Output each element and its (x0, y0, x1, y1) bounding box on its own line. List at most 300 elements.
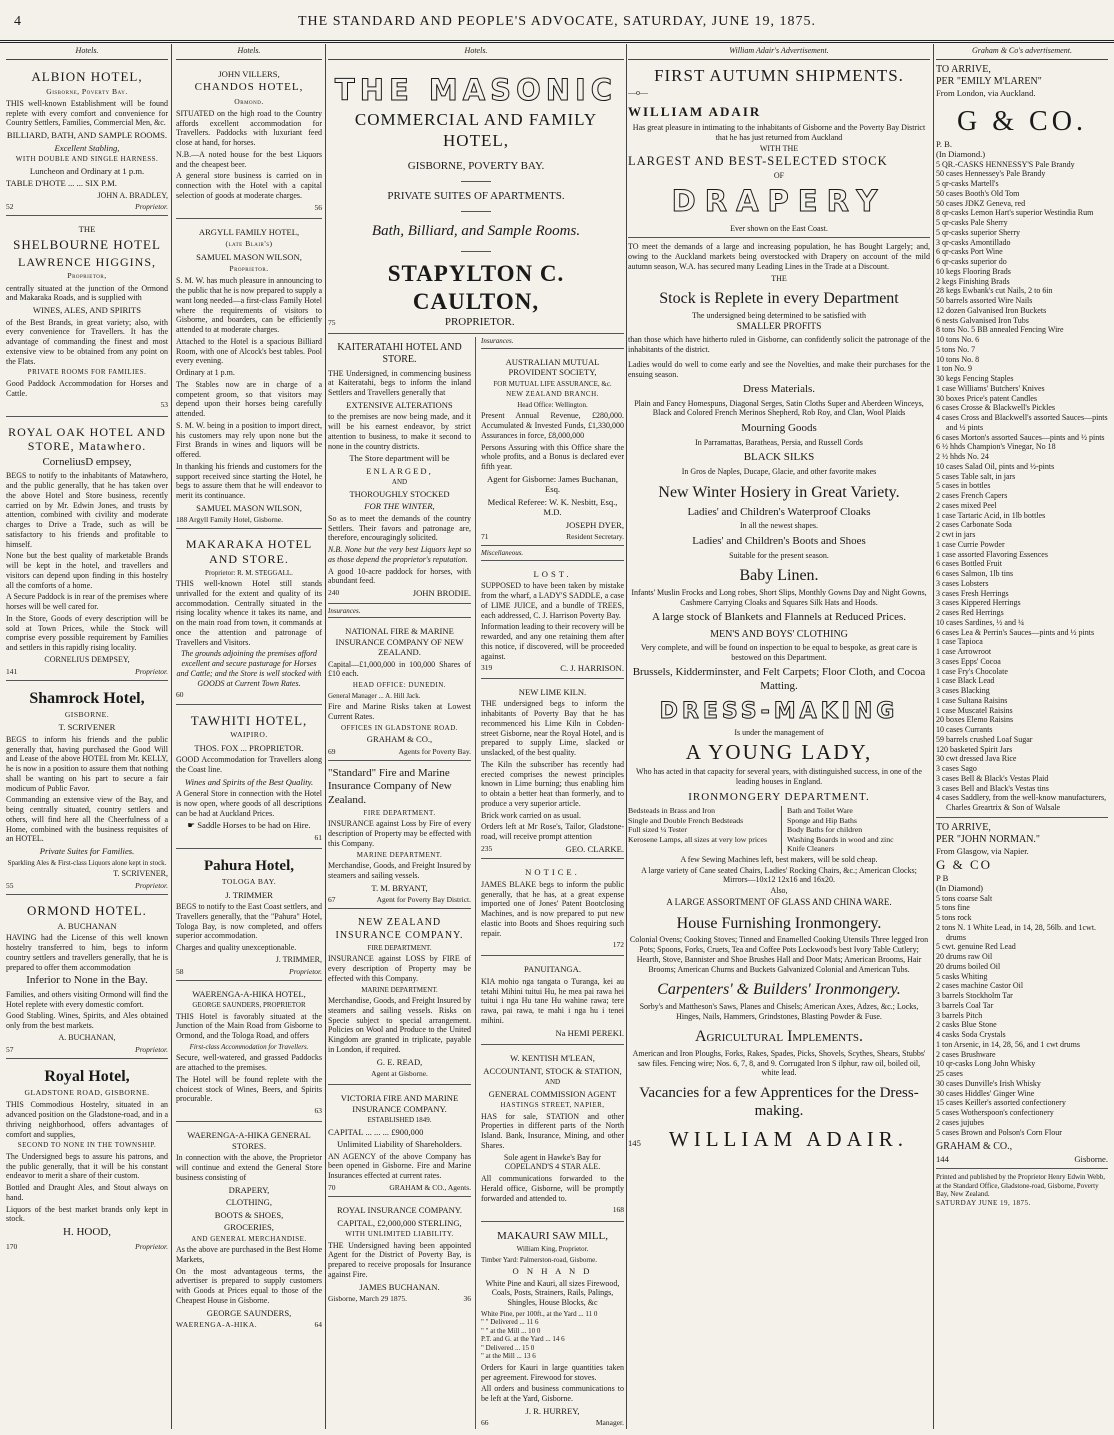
ad-owner: A. BUCHANAN (57, 920, 117, 931)
ad-line: OF (773, 170, 785, 180)
ad-line: WITH THE (759, 143, 799, 153)
ad-number: 69 (328, 746, 336, 756)
ad-albion-hotel (6, 64, 168, 217)
price-row: " " Delivered ... 11 6 (481, 1318, 539, 1327)
ad-waerenga-stores (176, 1125, 322, 1333)
ad-body: Capital—£1,000,000 in 100,000 Shares of £10 each. (328, 659, 471, 679)
ad-line: CAPITAL, £2,000,000 STERLING, (337, 1217, 462, 1228)
ad-title: ORMOND HOTEL. (27, 903, 147, 919)
ad-line: ACCOUNTANT, STOCK & STATION, (483, 1065, 622, 1076)
ad-number: 60 (176, 690, 184, 700)
ad-role: Proprietor, (67, 271, 107, 281)
ad-title: WAERENGA-A-HIKA HOTEL, (192, 988, 306, 999)
ad-body: SUPPOSED to have been taken by mistake from the wharf, a LADY'S SADDLE, a case of LIME JUICE, and a bundle of TREES, each addressed, C. J. Harrison Poverty Bay. (481, 581, 624, 620)
ad-footer (328, 895, 471, 904)
price-row: " at the Mill ... 13 6 (481, 1352, 536, 1361)
ad-line: Inferior to None in the Bay. (26, 974, 148, 987)
ad-number: 61 (314, 832, 322, 842)
ad-waerenga-hotel (176, 984, 322, 1123)
ad-title: AUSTRALIAN MUTUAL PROVIDENT SOCIETY, (505, 356, 600, 378)
ad-body: Merchandise, Goods, and Freight Insured by steamers and sailing vessels. Risks on Specie subject to special arrangement. Policies on Wool and Produce to the United Kingdom are granted in triplicate, payable in London, if required. (328, 996, 471, 1054)
ad-number: 64 (314, 1320, 322, 1330)
goods-list-item: 6 cases Crosse & Blackwell's Pickles (936, 403, 1055, 413)
ad-body: Ordinary at 1 p.m. (176, 368, 235, 377)
ad-intro: Has great pleasure in intimating to the inhabitants of Gisborne and the Poverty Bay District that he has just returned from Auckland (632, 123, 926, 142)
list-item: Single and Double French Bedsteads (628, 815, 744, 825)
goods-list-item: 1 ton Arsenic, in 14, 28, 56, and 1 cwt drums (936, 1039, 1080, 1049)
goods-list-item: 3 barrels Stockholm Tar (936, 991, 1013, 1001)
ad-owner: William King, Proprietor. (516, 1244, 589, 1253)
ad-body: The Hotel will be found replete with the choicest stock of Wines, Beers, and Spirits procurable. (176, 1074, 322, 1104)
ad-role: PROPRIETOR. (444, 315, 515, 328)
ad-line: AND (544, 1078, 561, 1087)
goods-list-item: 5 tons No. 7 (936, 344, 976, 354)
ad-line: Excellent Stabling, (54, 142, 120, 153)
ad-line: MARINE DEPARTMENT. (356, 850, 443, 859)
ad-line: FOR MUTUAL LIFE ASSURANCE, &c. (493, 379, 612, 388)
ad-body: The Stables now are in charge of a competent groom, so that visitors may depend upon their horses being carefully attended. (176, 379, 322, 418)
list-item: Washing Boards in wood and zinc (787, 834, 894, 844)
goods-list-item: 2 kegs Finishing Brads (936, 276, 1010, 286)
section-title: Carpenters' & Builders' Ironmongery. (657, 981, 901, 999)
ad-number: 36 (463, 1294, 471, 1304)
ad-signature: JOHN BRODIE. (412, 588, 471, 599)
ad-number: 57 (6, 1044, 14, 1054)
ad-line: FIRE DEPARTMENT. (363, 808, 436, 817)
section-text: Very complete, and will be found on inspection to be equal to bespoke, as great care is bestowed on this Department. (640, 642, 918, 662)
goods-list-item: 6 ½ hhds Champion's Vinegar, No 18 (936, 442, 1056, 452)
ad-owner: STAPYLTON C. CAULTON, (387, 260, 565, 314)
ad-title: KAITERATAHI HOTEL AND STORE. (337, 342, 462, 366)
ad-number: 319 (481, 663, 493, 673)
ad-body: Bottled and Draught Ales, and Stout always on hand. (6, 1183, 168, 1202)
ad-body: THE Undersigned, in commencing business at Kaiteratahi, begs to inform the inland Settlers and Travellers generally that (328, 368, 471, 398)
goods-list-item: 5 qr-casks Martell's (936, 179, 999, 189)
ad-line: Bath, Billiard, and Sample Rooms. (371, 223, 581, 240)
ad-signature: C. J. HARRISON. (560, 663, 624, 674)
goods-list-item: 3 cases Sago (936, 764, 977, 774)
goods-list-item: 1 case Fry's Chocolate (936, 666, 1008, 676)
ad-line: Agent for Gisborne: James Buchanan, Esq. (486, 473, 619, 495)
ad-body: S. M. W. has much pleasure in announcing to the public that he is now prepared to supply a want long needed—a first-class Family Hotel where the requirements of visitors to Gisborne, and boarders, can be efficiently attended to at moderate charges. (176, 276, 322, 334)
ad-number: 172 (612, 940, 624, 950)
ad-title: ROYAL INSURANCE COMPANY. (336, 1205, 463, 1216)
ad-owner: LAWRENCE HIGGINS, (17, 254, 157, 269)
ad-footer (481, 844, 624, 854)
ad-body: TO meet the demands of a large and increasing population, he has Bought Largely; and, owing to the Auckland markets being overstocked with Drapery on account of the mild autumn season, W.A. has secured many Leading Lines in the Trade at a Discount. (628, 242, 930, 271)
ad-body: THIS Hotel is favorably situated at the Junction of the Main Road from Gisborne to Ormond, and the Tologa Road, and offers (176, 1011, 322, 1041)
ad-footer (328, 588, 471, 598)
ad-body: Fire and Marine Risks taken at Lowest Current Rates. (328, 702, 471, 721)
ad-title: NOTICE. (525, 867, 580, 878)
ad-date: Gisborne, March 29 1875. (328, 1294, 407, 1304)
divider (628, 237, 930, 238)
price-row: " Delivered ... 15 0 (481, 1343, 535, 1352)
ad-role: Proprietor. (289, 966, 322, 976)
imprint-date: SATURDAY JUNE 19, 1875. (936, 1198, 1031, 1207)
goods-list-item: 25 cases (936, 1069, 963, 1079)
ad-signature: SAMUEL MASON WILSON, (196, 502, 302, 513)
ad-amp-society (481, 352, 624, 547)
goods-list-item: 3 cases Lobsters (936, 578, 989, 588)
section-heading: Miscellaneous. (481, 549, 624, 561)
ad-role: Proprietor. (229, 264, 269, 273)
divider (461, 251, 491, 252)
sub-column-right (481, 337, 624, 1429)
goods-list-item: 1 case Williams' Butchers' Knives (936, 383, 1045, 393)
goods-list-item: 3 cases Epps' Cocoa (936, 656, 1001, 666)
ad-makaraka-hotel (176, 532, 322, 704)
ad-footer (481, 532, 624, 541)
ad-line: Is under the management of (734, 728, 824, 738)
ad-line: Sparkling Ales & First-class Liquors alone kept in stock. (7, 858, 167, 867)
ad-body: Secure, well-watered, and grassed Paddocks are attached to the premises. (176, 1053, 322, 1073)
ad-signature: WILLIAM ADAIR. (668, 1126, 909, 1151)
ad-body: In thanking his friends and customers for the support received since starting the Hotel, he begs to assure them that he will endeavor to merit its continuance. (176, 461, 322, 500)
ad-signature: GEO. CLARKE. (565, 843, 624, 854)
ad-ormond-hotel (6, 898, 168, 1059)
ad-body: White Pine and Kauri, all sizes Firewood, Coals, Posts, Strainers, Rails, Palings, Shingles, House Blocks, &c (485, 1278, 620, 1308)
ad-footer (6, 881, 168, 890)
column-hotels-2 (176, 44, 322, 1429)
goods-list-item: 10 tons No. 6 (936, 335, 980, 345)
goods-list-item: 5 cwt. genuine Red Lead (936, 942, 1016, 952)
ad-line: Timber Yard: Palmerston-road, Gisborne. (481, 1255, 598, 1264)
column-rule (171, 44, 172, 1429)
ad-item: DRAPERY, (228, 1184, 270, 1195)
section-title: Mourning Goods (741, 422, 817, 435)
ad-item: GROCERIES, (224, 1222, 274, 1233)
ad-body: In connection with the above, the Proprietor will continue and extend the General Store business consisting of (176, 1153, 322, 1182)
ad-line: WINES, ALES, AND SPIRITS (32, 305, 142, 316)
section-title: Ladies' and Children's Boots and Shoes (692, 535, 866, 548)
goods-list-item: 6 cases Morton's assorted Sauces—pints and ½ pints (936, 432, 1105, 442)
ad-line: OFFICES IN GLADSTONE ROAD. (340, 723, 459, 732)
ad-signature: GRAHAM & CO., Agents. (389, 1182, 471, 1192)
ad-line: From London, via Auckland. (936, 88, 1036, 99)
goods-list-item: 5 QR.-CASKS HENNESSY'S Pale Brandy (936, 159, 1075, 169)
ad-body: GOOD Accommodation for Travellers along the Coast line. (176, 755, 322, 774)
pointing-hand-icon: ☛ (187, 820, 196, 831)
ad-line: A large variety of Cane seated Chairs, Ladies' Rocking Chairs, &c.; American Clocks; Mirrors—10x12 12x16 and 16x20. (641, 865, 917, 885)
goods-list-item: 1 case Muscatel Raisins (936, 705, 1013, 715)
column-adair (628, 44, 930, 1429)
goods-list-item: 1 case Tapioca (936, 637, 983, 647)
ad-line: HEAD OFFICE: DUNEDIN. (352, 681, 447, 689)
ad-line: TO ARRIVE, (936, 821, 991, 833)
goods-list-item: 1 case Black Lead (936, 676, 995, 686)
goods-list-item: 4 casks Soda Crystals (936, 1030, 1006, 1040)
ad-line: EXTENSIVE ALTERATIONS (346, 399, 453, 410)
ad-kaiteratahi-hotel (328, 337, 471, 603)
ad-subtitle: COMMERCIAL AND FAMILY HOTEL, (354, 110, 598, 150)
ad-body: Persons Assuring with this Office share the whole profits, and a Bonus is declared ever fifth year. (481, 442, 624, 472)
goods-list-item: 6 qr-casks Port Wine (936, 247, 1003, 257)
ad-number: 71 (481, 532, 489, 542)
ad-line: SECOND TO NONE IN THE TOWNSHIP. (17, 1141, 157, 1150)
ad-signature: GEORGE SAUNDERS, (206, 1307, 292, 1318)
ad-number: 75 (328, 317, 336, 327)
ad-footer (328, 1294, 471, 1303)
list-right (781, 806, 930, 854)
goods-list-item: 3 cases Kippered Herrings (936, 598, 1021, 608)
ad-place: TOLOGA BAY. (221, 877, 277, 887)
ad-body: Liquors of the best market brands only kept in stock. (6, 1204, 168, 1224)
ad-line (176, 820, 322, 830)
ad-body: INSURANCE against Loss by Fire of every description of Property may be effected with this Company. (328, 819, 471, 848)
ad-signature: JAMES BUCHANAN. (359, 1281, 440, 1292)
ad-line: General Manager ... A. Hill Jack. (328, 691, 421, 700)
ad-body: A general store business is carried on in connection with the Hotel with a capital selection of goods at moderate charges. (176, 171, 322, 200)
goods-list-item: 5 tons coarse Salt (936, 893, 993, 903)
ad-footer (6, 667, 168, 676)
column-rule (626, 44, 627, 1429)
ad-body: KIA mohio nga tangata o Turanga, kei au tetahi Mihini tuitui Hu, he mea pai rawa hei tuitui i nga Hu tane Hu wahine rawa; tere rawa, pai rawa, te mahi i nga hu i tenei mihini. (481, 976, 624, 1025)
ad-owner: JOHN VILLERS, (218, 68, 280, 79)
ad-body: All communications forwarded to the Herald office, Gisborne, will be promptly forwarded and attended to. (481, 1174, 624, 1203)
goods-list-item: 2 cases mixed Peel (936, 500, 997, 510)
ad-line: ENLARGED, (366, 465, 433, 476)
goods-list-item: 3 cases Bell and Black's Vestas tins (936, 783, 1049, 793)
goods-list-item: 5 cases Table salt, in jars (936, 471, 1016, 481)
goods-list-item: 2 cwt in jars (936, 530, 976, 540)
ad-standard-insurance (328, 764, 471, 910)
ad-body: All orders and business communications to be left at the Yard, Gisborne. (481, 1384, 624, 1404)
ad-signature: T. M. BRYANT, (371, 882, 428, 893)
ad-line: LARGEST AND BEST-SELECTED STOCK (628, 154, 888, 169)
goods-list-item: 3 qr-casks Amontillado (936, 237, 1011, 247)
goods-list-item: 10 cases Currants (936, 725, 993, 735)
goods-list-item: 30 cases Hiddles' Ginger Wine (936, 1088, 1035, 1098)
ad-body: INSURANCE against LOSS by FIRE of every description of Property may be effected with this Company. (328, 954, 471, 983)
ad-tawhiti-hotel (176, 708, 322, 849)
ad-signature: H. HOOD, (63, 1226, 111, 1239)
ad-number: 141 (6, 666, 18, 676)
section-title: IRONMONGERY DEPARTMENT. (688, 790, 870, 803)
ad-title: NEW LIME KILN. (518, 686, 587, 697)
ad-line: A YOUNG LADY, (685, 739, 873, 764)
ad-number: 58 (176, 966, 184, 976)
section-text: American and Iron Ploughs, Forks, Rakes, Spades, Picks, Shovels, Scythes, Shears, Stubbs' saw files. Fencing wire; Nos. 6, 7, 8, and 9. Corrugated Iron S ilphur, raw oil, boiled oil, white lead. (632, 1048, 926, 1078)
ad-number: 67 (328, 895, 336, 905)
ad-title: CHANDOS HOTEL, (194, 81, 304, 94)
ad-footer (328, 747, 471, 756)
goods-list-item: 5 cases Brown and Polson's Corn Flour (936, 1127, 1062, 1137)
ad-role: Agent at Gisborne. (371, 1069, 428, 1079)
ad-signature: GRAHAM & CO., (936, 1141, 1013, 1153)
ad-line: CAPITAL ... ... ... £900,000 (328, 1126, 424, 1137)
ad-body: BEGS to inform his friends and the public generally that, having purchased the Good Will and Lease of the above HOTEL from Mr. KELLY, he is now in a position to assure them that nothing shall be wanting on his part to secure a fair modicum of Public Favor. (6, 734, 168, 793)
ad-nz-insurance (328, 912, 471, 1085)
ad-place: WAIPIRO. (230, 730, 268, 740)
ad-shelbourne-hotel (6, 219, 168, 416)
ad-national-insurance (328, 621, 471, 761)
ad-line: NEW ZEALAND BRANCH. (506, 390, 599, 399)
goods-list-item: 1 case assorted Flavoring Essences (936, 549, 1048, 559)
ad-title: Royal Hotel, (44, 1067, 130, 1085)
ad-signature: J. R. HURREY, (525, 1405, 580, 1416)
brand-mark: G & CO (936, 856, 993, 872)
ad-body: A General Store in connection with the Hotel is now open, where goods of all descriptions can be had at Auckland Prices. (176, 789, 322, 818)
ad-title: Shamrock Hotel, (29, 689, 145, 707)
section-title: Stock is Replete in every Department (659, 290, 899, 308)
section-heading: Insurances. (328, 607, 471, 619)
ad-royal-hotel (6, 1062, 168, 1255)
ad-body: Good Paddock Accommodation for Horses and Cattle. (6, 378, 168, 398)
price-row: P.T. and G. at the Yard ... 14 6 (481, 1335, 565, 1344)
goods-list-item: 6 qr-casks superior do (936, 257, 1007, 267)
section-title: Baby Linen. (739, 567, 819, 585)
price-row: White Pine, per 100ft., at the Yard ... 11 0 (481, 1309, 598, 1318)
goods-list-item: 2 cases Carbonate Soda (936, 520, 1012, 530)
ad-body: THIS Commodious Hostelry, situated in an advanced position on the Gladstone-road, and in a thriving neighborhood, offers advantages of comfort and supplies, (6, 1100, 168, 1139)
ad-body: The grounds adjoining the premises afford excellent and secure pasturage for Horses and Cattle; and the Store is well stocked with GOODS at Current Town Rates. (176, 649, 322, 688)
ad-line-text: Saddle Horses to be had on Hire. (197, 820, 311, 831)
newspaper-title: THE STANDARD AND PEOPLE'S ADVOCATE, SATURDAY, JUNE 19, 1875. (297, 14, 816, 29)
ad-line: P B (936, 872, 949, 883)
ad-title: MAKARAKA HOTEL AND STORE. (185, 537, 313, 566)
section-title: House Furnishing Ironmongery. (676, 914, 882, 932)
ad-lost (481, 564, 624, 679)
goods-list-item: 30 cwt dressed Java Rice (936, 754, 1017, 764)
ad-place: Ormond. (234, 96, 264, 106)
goods-list-item: 20 boxes Elemo Raisins (936, 715, 1014, 725)
ad-number: 53 (160, 400, 168, 410)
ad-footer (6, 202, 168, 211)
ad-line: FIRE DEPARTMENT. (367, 943, 432, 952)
ad-title: ALBION HOTEL, (31, 68, 143, 84)
list-left (628, 806, 771, 854)
goods-list-item: 10 qr-casks Long John Whisky (936, 1059, 1036, 1069)
list-item: Bedsteads in Brass and Iron (628, 806, 716, 816)
ad-signature: GRAHAM & CO., (366, 734, 433, 745)
goods-list-item: 2 cases jujubes (936, 1117, 984, 1127)
ad-title: ARGYLL FAMILY HOTEL, (198, 226, 300, 237)
ironmongery-list (628, 806, 930, 854)
ad-body: Ladies would do well to come early and see the Novelties, and make their purchases for the ensuing season. (628, 359, 930, 379)
page-number: 4 (14, 14, 21, 29)
ad-owner: WILLIAM ADAIR (628, 104, 762, 120)
ad-role: Resident Secretary. (566, 532, 624, 542)
ad-panuitanga (481, 959, 624, 1045)
ad-title: TAWHITI HOTEL, (190, 712, 308, 728)
ad-footer: 188 Argyll Family Hotel, Gisborne. (176, 515, 283, 525)
ad-owner: THOS. FOX ... PROPRIETOR. (194, 742, 304, 753)
ad-body: Merchandise, Goods, and Freight Insured by steamers and sailing vessels. (328, 861, 471, 880)
ad-signature: JOSEPH DYER, (565, 519, 624, 530)
ad-line: GENERAL COMMISSION AGENT (488, 1088, 617, 1099)
ad-owner: SAMUEL MASON WILSON, (196, 251, 302, 262)
ad-line: WITH UNLIMITED LIABILITY. (345, 1230, 454, 1239)
ad-body: Sole agent in Hawke's Bay for COPELAND'S 4 STAR ALE. (503, 1152, 602, 1172)
ad-line: PRIVATE ROOMS FOR FAMILIES. (27, 368, 147, 377)
section-text: Suitable for the present season. (729, 550, 829, 560)
ad-note: (late Blair's) (225, 239, 273, 249)
ad-line: FOR THE WINTER, (364, 501, 435, 512)
ad-body: Information leading to their recovery will be rewarded, and any one retaining them after this notice, if discovered, will be proceeded against. (481, 622, 624, 661)
ad-body: A good 10-acre paddock for horses, with abundant feed. (328, 566, 471, 586)
goods-list-item: 8 qr-casks Lemon Hart's superior Westindia Rum (936, 208, 1094, 218)
column-hotels-1 (6, 44, 168, 1429)
ad-item: CLOTHING, (225, 1197, 273, 1208)
ad-place: Gisborne. (1074, 1153, 1108, 1164)
ad-line: AND (391, 478, 408, 487)
ad-number: 56 (314, 202, 322, 212)
ad-royal-oak-hotel (6, 420, 168, 681)
section-text: In all the newest shapes. (740, 521, 818, 531)
ad-number: 55 (6, 880, 14, 890)
goods-list-item: 5 tons rock (936, 913, 972, 923)
ad-argyll-hotel (176, 222, 322, 530)
ad-line: SMALLER PROFITS (736, 321, 822, 332)
ad-body: SITUATED on the high road to the Country affords excellent accommodation for Travellers. Paddocks with luxuriant feed close at hand, for horses. (176, 108, 322, 148)
ad-footer (328, 1183, 471, 1192)
goods-list (936, 160, 1108, 813)
goods-list-item: 20 drums boiled Oil (936, 961, 1001, 971)
goods-list-item: 6 cases Bottled Fruit (936, 559, 1002, 569)
list-item: Kerosene Lamps, all sizes at very low prices (628, 834, 767, 844)
ad-body: of the Best Brands, in great variety; also, with every convenience for Travellers. It has the advantage of commanding the finest and most extensive view to be obtained from any point on the Flats. (6, 317, 168, 366)
ad-role: Proprietor. (135, 1044, 168, 1054)
ad-owner: Proprietor: R. M. STEGGALL. (205, 568, 293, 577)
ad-body: AN AGENCY of the above Company has been opened in Gisborne. Fire and Marine Insurances effected at current rates. (328, 1151, 471, 1181)
goods-list-item: 3 barrels Pitch (936, 1010, 983, 1020)
ad-number: 240 (328, 588, 340, 598)
ad-body: THE undersigned begs to inform the inhabitants of Poverty Bay that he has recommenced his Lime Kiln in Cobden-street Gisborne, near the Royal Hotel, and is prepared to supply Lime, slacked or unslacked, of the best quality. (481, 699, 624, 758)
ad-title: PANUITANGA. (523, 964, 581, 975)
divider-o: —o— (628, 88, 648, 98)
section-title: A large stock of Blankets and Flannels at Reduced Prices. (652, 611, 906, 624)
goods-list-item: 6 nests Galvanised Iron Tubs (936, 315, 1029, 325)
ad-role: Agents for Poverty Bay. (398, 746, 471, 756)
ad-line: TO ARRIVE, (936, 63, 991, 75)
ad-line: THE (78, 224, 96, 235)
ad-line: (In Diamond) (936, 883, 984, 894)
ad-footer (176, 1320, 322, 1329)
goods-list-item: 59 barrels crushed Loaf Sugar (936, 734, 1033, 744)
column-heading: Hotels. (176, 44, 322, 60)
ad-victoria-insurance (328, 1088, 471, 1197)
ad-line: Medical Referee: W. K. Nesbitt, Esq., M.D. (487, 496, 618, 518)
section-title: BLACK SILKS (743, 451, 815, 464)
goods-list-item: 2 casks Blue Stone (936, 1020, 997, 1030)
ad-line: O N H A N D (512, 1266, 593, 1277)
ad-title: WAERENGA-A-HIKA GENERAL STORES. (187, 1130, 311, 1151)
section-text: Colonial Ovens; Cooking Stoves; Tinned and Enamelled Cooking Utensils Three legged Iron Pots; Spoons, Forks, Cruets, Tea and Coffee Pots Lockwood's best Ivory Table Cutlery; Hearth, Stove, Bannister and Shoe Brushes Hall and Door Mats; American Brooms, Hair Brooms; American Churns and Buckets Galvanized Colonial and American Tubs. (629, 935, 929, 974)
ad-title: VICTORIA FIRE AND MARINE INSURANCE COMPANY. (340, 1093, 459, 1114)
divider (461, 211, 491, 212)
ad-title: ROYAL OAK HOTEL AND STORE, Matawhero. (8, 424, 166, 454)
ad-royal-insurance (328, 1200, 471, 1307)
ad-mlean-agent (481, 1048, 624, 1221)
column-hotels-3 (328, 44, 624, 1429)
divider (936, 817, 1108, 818)
goods-list-item: 1 case Arrowroot (936, 647, 992, 657)
list-item: Knife Cleaners (787, 844, 834, 854)
goods-list-item: 30 boxes Price's patent Candles (936, 393, 1037, 403)
ad-body: On the most advantageous terms, the advertiser is prepared to supply customers with Goods at Prices equal to those of the Cheapest House in Gisborne. (176, 1266, 322, 1305)
ad-line: First-class Accommodation for Travellers. (189, 1042, 309, 1051)
goods-list-item: 5 casks Whiting (936, 971, 988, 981)
ad-shamrock-hotel (6, 684, 168, 895)
ad-body: N.B. None but the very best Liquors kept so as those depend the proprietor's reputation. (328, 545, 471, 564)
ad-body: HAVING had the License of this well known hostelry transferred to him, begs to inform country settlers and travellers generally, that he is prepared to offer them accommodation (6, 933, 168, 972)
ad-footer (6, 1045, 168, 1054)
section-text: In Gros de Naples, Ducape, Glacie, and other favorite makes (681, 466, 877, 476)
list-item: Full sized ¼ Tester (628, 825, 688, 835)
section-text: Sorby's and Mattheson's Saws, Planes and Chisels; American Axes, Adzes, &c.; Locks, Hinges, Nails, Hammers, Grindstones, Blasting Powder & Fuse. (639, 1001, 919, 1021)
ad-signature: A. BUCHANAN, (58, 1032, 116, 1042)
